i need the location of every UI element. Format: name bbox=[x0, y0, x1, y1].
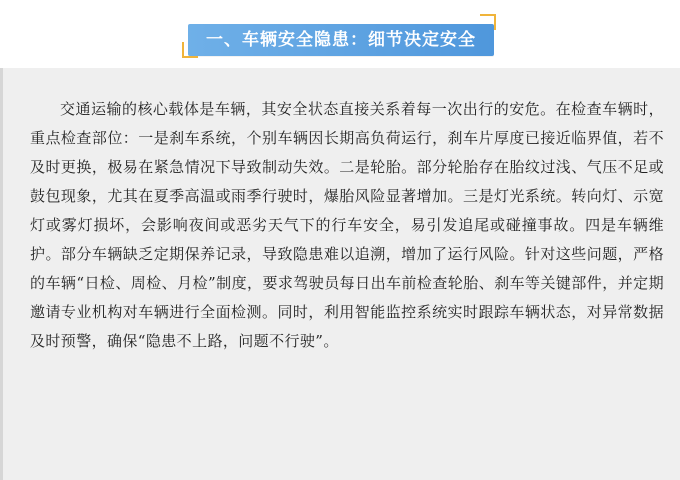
body-paragraph: 交通运输的核心载体是车辆，其安全状态直接关系着每一次出行的安危。在检查车辆时，重点检查部位：一是刹车系统，个别车辆因长期高负荷运行，刹车片厚度已接近临界值，若不及时更换，极易在紧急情况下导致制动失效。二是轮胎。部分轮胎存在胎纹过浅、气压不足或鼓包现象，尤其在夏季高温或雨季行驶时，爆胎风险显著增加。三是灯光系统。转向灯、示宽灯或雾灯损坏，会影响夜间或恶劣天气下的行车安全，易引发追尾或碰撞事故。四是车辆维护。部分车辆缺乏定期保养记录，导致隐患难以追溯，增加了运行风险。针对这些问题，严格的车辆“日检、周检、月检”制度，要求驾驶员每日出车前检查轮胎、刹车等关键部件，并定期邀请专业机构对车辆进行全面检测。同时，利用智能监控系统实时跟踪车辆状态，对异常数据及时预警，确保“隐患不上路，问题不行驶”。 bbox=[30, 100, 664, 350]
section-title-bar bbox=[188, 24, 494, 56]
section-title: 一、车辆安全隐患：细节决定安全 bbox=[206, 30, 476, 50]
section-header bbox=[188, 14, 500, 58]
